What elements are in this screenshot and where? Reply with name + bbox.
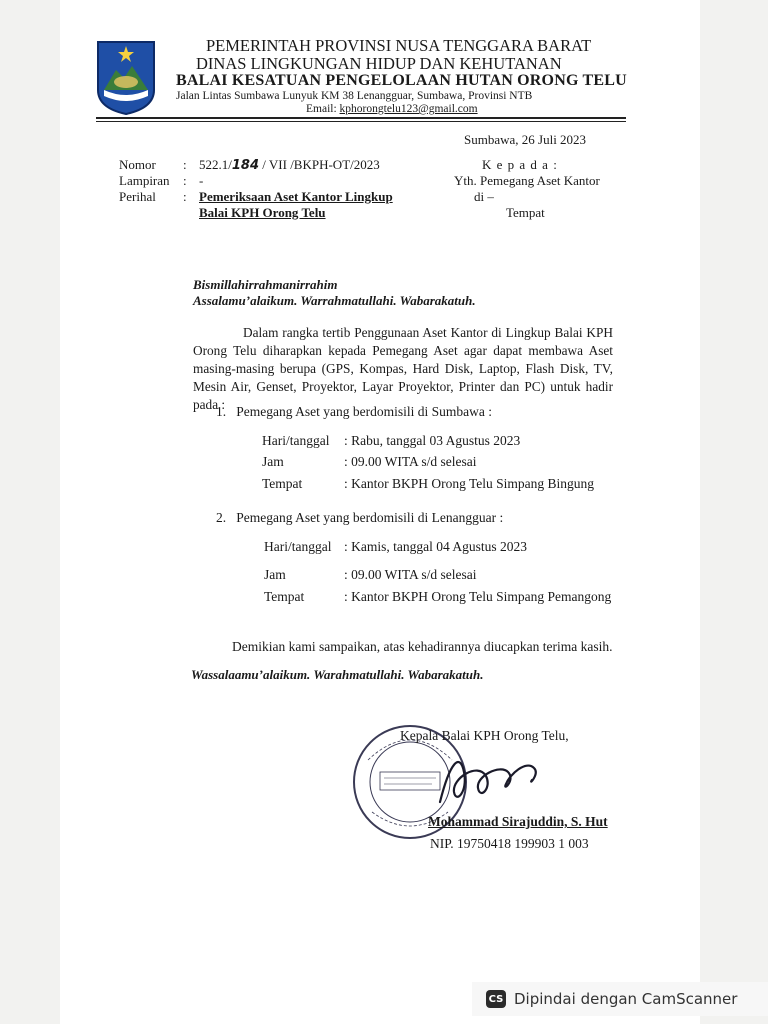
schedule-2-hari-label: Hari/tanggal: [264, 539, 332, 554]
perihal-label: Perihal: [119, 189, 156, 204]
schedule-2-hari: : Kamis, tanggal 04 Agustus 2023: [344, 539, 527, 554]
salam-closing: Wassalaamu’alaikum. Warahmatullahi. Wabarakatuh.: [191, 667, 484, 682]
signatory-nip: NIP. 19750418 199903 1 003: [430, 836, 589, 851]
perihal-colon: :: [183, 189, 187, 204]
intro-paragraph: [193, 324, 613, 414]
schedule-1-tempat-label: Tempat: [262, 476, 303, 491]
header-rule-thin: [96, 121, 626, 122]
schedule-2-tempat: : Kantor BKPH Orong Telu Simpang Pemangong: [344, 589, 612, 604]
nomor-prefix: 522.1/: [199, 157, 232, 172]
lampiran-value: -: [199, 173, 204, 188]
schedule-1-jam: : 09.00 WITA s/d selesai: [344, 454, 477, 469]
schedule-1-tempat: : Kantor BKPH Orong Telu Simpang Bingung: [344, 476, 595, 491]
schedule-2-title: 2. Pemegang Aset yang berdomisili di Lenangguar :: [216, 510, 504, 525]
recipient-di: di –: [474, 189, 494, 204]
camscanner-logo-icon: CS: [486, 990, 506, 1008]
recipient-to: Yth. Pemegang Aset Kantor: [454, 173, 600, 188]
nomor-suffix: / VII /BKPH-OT/2023: [262, 157, 380, 172]
schedule-1-title: 1. Pemegang Aset yang berdomisili di Sumbawa :: [216, 404, 492, 419]
schedule-2-jam: : 09.00 WITA s/d selesai: [344, 567, 477, 582]
province-emblem-icon: [94, 38, 158, 116]
schedule-1-hari: : Rabu, tanggal 03 Agustus 2023: [344, 433, 521, 448]
schedule-1-hari-label: Hari/tanggal: [262, 433, 330, 448]
header-rule-thick: [96, 117, 626, 119]
letterhead-address: Jalan Lintas Sumbawa Lunyuk KM 38 Lenangguar, Sumbawa, Provinsi NTB: [176, 90, 533, 102]
intro-text: Dalam rangka tertib Penggunaan Aset Kantor di Lingkup Balai KPH Orong Telu diharapkan kepada Pemegang Aset agar dapat membawa Aset masing-masing berupa (GPS, Kompas, Hard Disk, Laptop, Flash Disk, TV, Mesin Air, Genset, Proyektor, Layar Proyektor, Printer dan PC) untuk hadir pada :: [193, 325, 613, 412]
lampiran-colon: :: [183, 173, 187, 188]
camscanner-watermark: [472, 982, 768, 1016]
schedule-2-jam-label: Jam: [264, 567, 286, 582]
kepada-label: K e p a d a :: [482, 157, 558, 172]
camscanner-text: Dipindai dengan CamScanner: [514, 990, 738, 1008]
letterhead-line3: BALAI KESATUAN PENGELOLAAN HUTAN ORONG TELU: [176, 72, 627, 89]
closing-sentence: Demikian kami sampaikan, atas kehadirannya diucapkan terima kasih.: [232, 639, 613, 654]
schedule-1-jam-label: Jam: [262, 454, 284, 469]
email-label: Email:: [306, 103, 337, 115]
nomor-value: [199, 157, 380, 173]
perihal-line2: Balai KPH Orong Telu: [199, 205, 326, 220]
nomor-colon: :: [183, 157, 187, 172]
perihal-line1: Pemeriksaan Aset Kantor Lingkup: [199, 189, 393, 204]
signatory-name: Mohammad Sirajuddin, S. Hut: [428, 814, 608, 829]
signatory-position: Kepala Balai KPH Orong Telu,: [400, 728, 569, 743]
letterhead-line2: DINAS LINGKUNGAN HIDUP DAN KEHUTANAN: [196, 54, 562, 73]
letterhead-email: [306, 103, 478, 115]
email-address: kphorongtelu123@gmail.com: [339, 103, 478, 115]
lampiran-label: Lampiran: [119, 173, 170, 188]
bismillah: Bismillahirrahmanirrahim: [193, 277, 338, 292]
recipient-tempat: Tempat: [506, 205, 545, 220]
schedule-2-tempat-label: Tempat: [264, 589, 305, 604]
salam-opening: Assalamu’alaikum. Warrahmatullahi. Wabarakatuh.: [193, 293, 476, 308]
letterhead-line1: PEMERINTAH PROVINSI NUSA TENGGARA BARAT: [206, 36, 592, 55]
handwritten-signature-icon: [430, 742, 550, 812]
place-date: Sumbawa, 26 Juli 2023: [464, 132, 587, 147]
nomor-label: Nomor: [119, 157, 156, 172]
nomor-handwritten: 184: [231, 158, 260, 173]
